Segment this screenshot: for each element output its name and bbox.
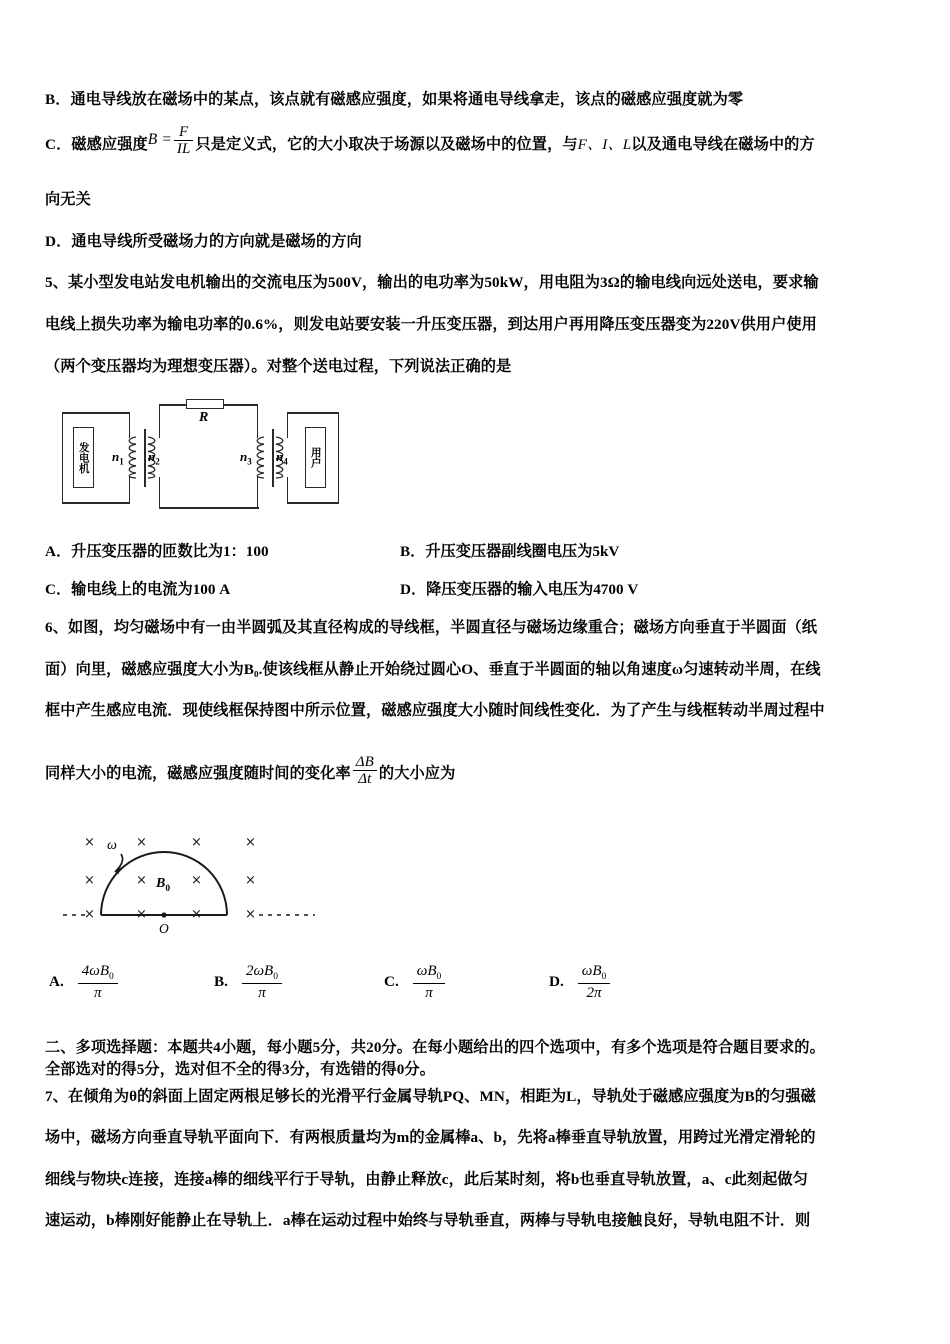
option-c-prefix: C．磁感应强度	[45, 135, 148, 153]
option-b-q4: B．通电导线放在磁场中的某点，该点就有磁感应强度，如果将通电导线拿走，该点的磁感应强度就为零	[45, 91, 744, 108]
question-6-line-3: 框中产生感应电流．现使线框保持图中所示位置，磁感应强度大小随时间线性变化．为了产生与线框转动半周过程中	[45, 702, 825, 720]
magnetic-field-figure	[63, 818, 323, 946]
q6-option-d-numerator: $\omega B_0$	[581, 962, 607, 982]
question-5-line-3: （两个变压器均为理想变压器）。对整个送电过程，下列说法正确的是	[45, 357, 512, 375]
q5-option-a[interactable]: A．升压变压器的匝数比为1：100	[45, 543, 269, 561]
transformer-core-left	[144, 429, 146, 487]
generator-label: 发电机	[77, 441, 90, 474]
coil-n1	[123, 436, 137, 479]
q6-option-c[interactable]	[384, 963, 549, 1002]
question-5-number: 5、	[45, 274, 68, 292]
wire-n1-bottom	[129, 477, 130, 503]
question-6-text-1: 如图，均匀磁场中有一由半圆弧及其直径构成的导线框，半圆直径与磁场边缘重合；磁场方向垂直于半圆面（纸	[67, 619, 818, 637]
q6-option-a-denominator: π	[78, 983, 118, 1002]
q5-option-c[interactable]: C．输电线上的电流为100 A	[45, 581, 231, 599]
question-5-line-1	[45, 271, 917, 296]
question-5-options-row-1	[45, 540, 917, 561]
wire-right-side	[338, 412, 339, 503]
q6-option-c-numerator: $\omega B_0$	[416, 962, 442, 982]
formula-denominator: IL	[174, 140, 194, 157]
option-c-tail: 以及通电导线在磁场中的方	[631, 135, 815, 153]
field-cross-icon: ×	[245, 906, 256, 922]
transformer-circuit-figure	[59, 396, 344, 514]
label-n4: $n_4$	[276, 449, 288, 467]
wire-n2-bottom	[159, 477, 160, 508]
option-c-rest: 只是定义式，它的大小取决于场源以及磁场中的位置，与	[195, 135, 578, 153]
generator-box	[73, 427, 94, 488]
label-n2: $n_2$	[148, 449, 160, 467]
question-6-options	[49, 963, 917, 1002]
question-7-line-3: 细线与物块c连接，连接a棒的细线平行于导轨，由静止释放c，此后某时刻，将b也垂直导轨放置，a、c此刻起做匀	[45, 1170, 808, 1188]
resistor-box	[186, 399, 224, 409]
q6-option-c-fraction	[413, 963, 446, 1002]
transformer-core-right	[272, 429, 274, 487]
wire-middle-bottom	[159, 507, 259, 508]
wire-n3-bottom	[257, 477, 258, 508]
question-6-text-4-suffix: 的大小应为	[378, 764, 456, 782]
formula-numerator: F	[179, 124, 189, 141]
option-d-q4: D．通电导线所受磁场力的方向就是磁场的方向	[45, 232, 362, 250]
field-cross-icon: ×	[191, 872, 202, 888]
q5-option-d[interactable]: D．降压变压器的输入电压为4700 V	[400, 581, 639, 599]
question-6-line-4	[45, 753, 917, 791]
wire-to-resistor-right	[223, 404, 258, 405]
formula-delta-B-over-delta-t	[353, 755, 377, 787]
q6-option-d[interactable]	[549, 963, 610, 1002]
question-7-number: 7、	[45, 1087, 68, 1105]
wire-right-bottom	[287, 502, 339, 503]
question-7-line-2: 场中，磁场方向垂直导轨平面向下．有两根质量均为m的金属棒a、b，先将a棒垂直导轨放置，用跨过光滑定滑轮的	[45, 1129, 816, 1147]
q5-option-b[interactable]: B．升压变压器副线圈电压为5kV	[400, 543, 620, 561]
q6-option-b-label: B.	[214, 973, 228, 991]
wire-n4-top	[287, 412, 288, 438]
question-7-line-4: 速运动，b棒刚好能静止在导轨上．a棒在运动过程中始终与导轨垂直，两棒与导轨电接触良好，导轨电阻不计．则	[45, 1212, 811, 1230]
field-cross-icon: ×	[136, 906, 147, 922]
option-c-q4	[45, 124, 917, 162]
q6-option-a-fraction	[78, 963, 118, 1002]
q6-option-b-numerator: $2\omega B_0$	[245, 962, 278, 982]
q6-option-c-label: C.	[384, 973, 399, 991]
label-n1: $n_1$	[112, 449, 124, 467]
section-2-header-line-2: 全部选对的得5分，选对但不全的得3分，有选错的得0分。	[45, 1060, 435, 1078]
question-6-line-1	[45, 616, 917, 641]
question-6-text-4-prefix: 同样大小的电流，磁感应强度随时间的变化率	[45, 764, 351, 782]
omega-label: ω	[107, 837, 117, 853]
page-content	[45, 88, 917, 1234]
q6-option-c-denominator: π	[413, 983, 446, 1002]
wire-n2-top	[159, 404, 160, 438]
user-label: 用户	[309, 447, 322, 469]
wire-n4-bottom	[287, 477, 288, 503]
question-7-text-1: 在倾角为θ的斜面上固定两根足够长的光滑平行金属导轨PQ、MN，相距为L，导轨处于磁感应强度为B的匀强磁	[67, 1087, 816, 1105]
question-6-number: 6、	[45, 619, 68, 637]
question-5-line-2: 电线上损失功率为输电功率的0.6%，则发电站要安装一升压变压器，到达用户再用降压变压器变为220V供用户使用	[45, 315, 817, 333]
question-7-line-1	[45, 1085, 917, 1110]
delta-B-numerator: ΔB	[355, 753, 374, 770]
option-c-q4-wrap: 向无关	[45, 191, 91, 209]
delta-t-denominator: Δt	[353, 770, 377, 787]
wire-n3-top	[257, 404, 258, 438]
field-cross-icon: ×	[84, 834, 95, 850]
field-cross-icon: ×	[245, 872, 256, 888]
center-point-label: O	[159, 920, 169, 936]
formula-F-over-IL	[174, 125, 194, 157]
field-cross-icon: ×	[245, 834, 256, 850]
B0-label: $B_0$	[156, 875, 171, 894]
wire-right-top	[287, 412, 339, 413]
field-cross-icon: ×	[191, 906, 202, 922]
q6-option-d-denominator: 2π	[578, 983, 611, 1002]
question-6-line-2: 面）向里，磁感应强度大小为B₀.使该线框从静止开始绕过圆心O、垂直于半圆面的轴以角速度ω匀速转动半周，在线	[45, 660, 821, 678]
wire-n1-top	[129, 412, 130, 438]
q6-option-d-label: D.	[549, 973, 564, 991]
wire-left-bottom	[62, 502, 130, 503]
q6-option-a-numerator: $4\omega B_0$	[81, 962, 114, 982]
coil-n3	[251, 436, 265, 479]
field-cross-icon: ×	[191, 834, 202, 850]
q6-option-a[interactable]	[49, 963, 214, 1002]
formula-B-equals: B =	[147, 131, 172, 149]
q6-option-b[interactable]	[214, 963, 384, 1002]
field-cross-icon: ×	[136, 872, 147, 888]
wire-to-resistor-left	[159, 404, 187, 405]
option-c-variables: F、I、L	[577, 135, 632, 153]
q6-option-a-label: A.	[49, 973, 64, 991]
resistor-label: R	[199, 410, 209, 426]
q6-option-d-fraction	[578, 963, 611, 1002]
field-cross-icon: ×	[84, 906, 95, 922]
q6-option-b-fraction	[242, 963, 282, 1002]
question-5-text-1: 某小型发电站发电机输出的交流电压为500V，输出的电功率为50kW，用电阻为3Ω的输电线向远处送电，要求输	[67, 274, 819, 292]
user-box	[305, 427, 326, 488]
wire-left-top	[62, 412, 130, 413]
question-5-options-row-2	[45, 578, 917, 599]
field-cross-icon: ×	[84, 872, 95, 888]
label-n3: $n_3$	[240, 449, 252, 467]
section-2-header-line-1: 二、多项选择题：本题共4小题，每小题5分，共20分。在每小题给出的四个选项中，有多个选项是符合题目要求的。	[45, 1038, 825, 1056]
wire-left-side	[62, 412, 63, 503]
q6-option-b-denominator: π	[242, 983, 282, 1002]
field-cross-icon: ×	[136, 834, 147, 850]
